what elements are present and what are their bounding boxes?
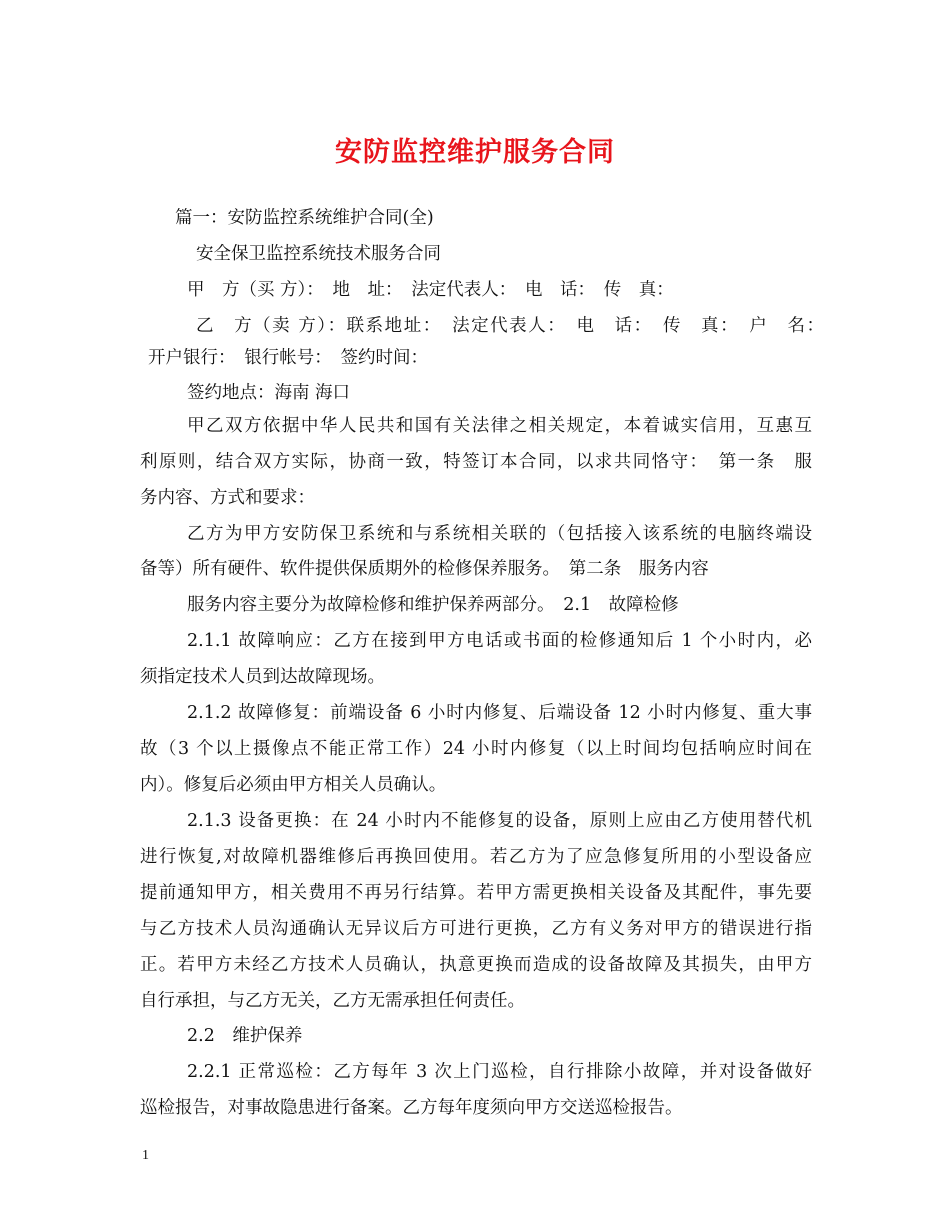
page-number: 1 xyxy=(142,1148,149,1163)
paragraph-line: 提前通知甲方，相关费用不再另行结算。若甲方需更换相关设备及其配件，事先要 xyxy=(140,883,812,903)
clause-2-1-1: 2.1.1 故障响应：乙方在接到甲方电话或书面的检修通知后 1 个小时内，必 xyxy=(187,631,812,651)
paragraph-line: 内）。修复后必须由甲方相关人员确认。 xyxy=(140,775,447,795)
party-b-line: 乙 方（卖 方）：联系地址： 法定代表人： 电 话： 传 真： 户 名： xyxy=(196,316,824,336)
paragraph-line: 故（3 个以上摄像点不能正常工作）24 小时内修复（以上时间均包括响应时间在 xyxy=(140,739,812,759)
paragraph-line: 与乙方技术人员沟通确认无异议后方可进行更换，乙方有义务对甲方的错误进行指 xyxy=(140,919,812,939)
document-title: 安防监控维护服务合同 xyxy=(335,137,615,168)
paragraph-line: 自行承担，与乙方无关，乙方无需承担任何责任。 xyxy=(140,991,525,1011)
party-a-line: 甲 方（买 方）： 地 址： 法定代表人： 电 话： 传 真： xyxy=(187,280,674,300)
signing-location-line: 签约地点：海南 海口 xyxy=(187,383,351,403)
clause-2-1-3: 2.1.3 设备更换：在 24 小时内不能修复的设备，原则上应由乙方使用替代机 xyxy=(187,811,812,831)
paragraph-line: 须指定技术人员到达故障现场。 xyxy=(140,667,385,687)
paragraph-line: 进行恢复,对故障机器维修后再换回使用。若乙方为了应急修复所用的小型设备应 xyxy=(140,847,812,867)
section-2-2-heading: 2.2 维护保养 xyxy=(187,1026,303,1046)
paragraph-line: 巡检报告，对事故隐患进行备案。乙方每年度须向甲方交送巡检报告。 xyxy=(140,1098,683,1118)
bank-info-line: 开户银行： 银行帐号： 签约时间： xyxy=(148,348,428,368)
paragraph-line: 务内容、方式和要求： xyxy=(140,488,315,508)
paragraph-line: 备等）所有硬件、软件提供保质期外的检修保养服务。 第二条 服务内容 xyxy=(140,559,709,579)
paragraph-line: 乙方为甲方安防保卫系统和与系统相关联的（包括接入该系统的电脑终端设 xyxy=(187,524,812,544)
paragraph-line: 服务内容主要分为故障检修和维护保养两部分。 2.1 故障检修 xyxy=(187,595,679,615)
contract-subtitle: 安全保卫监控系统技术服务合同 xyxy=(196,244,441,264)
clause-2-2-1: 2.2.1 正常巡检：乙方每年 3 次上门巡检，自行排除小故障，并对设备做好 xyxy=(187,1062,812,1082)
paragraph-line: 利原则，结合双方实际，协商一致，特签订本合同，以求共同恪守： 第一条 服 xyxy=(140,452,812,472)
section-heading: 篇一：安防监控系统维护合同(全) xyxy=(175,208,434,228)
clause-2-1-2: 2.1.2 故障修复：前端设备 6 小时内修复、后端设备 12 小时内修复、重大事 xyxy=(187,703,812,723)
paragraph-line: 甲乙双方依据中华人民共和国有关法律之相关规定，本着诚实信用，互惠互 xyxy=(187,416,812,436)
paragraph-line: 正。若甲方未经乙方技术人员确认，执意更换而造成的设备故障及其损失，由甲方 xyxy=(140,955,812,975)
